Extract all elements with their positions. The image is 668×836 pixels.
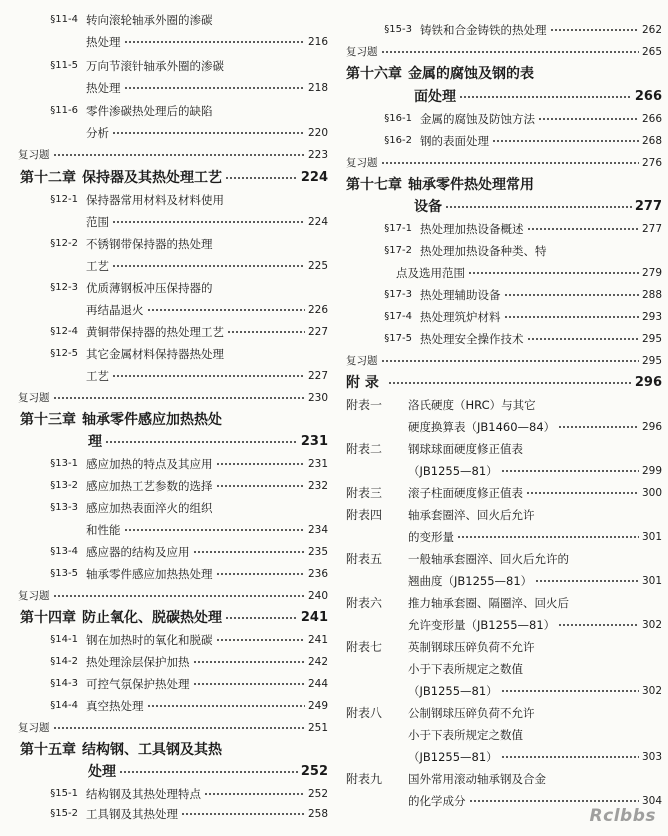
leader-dots bbox=[124, 87, 305, 89]
toc-entry bbox=[30, 321, 328, 343]
page-number: 227 bbox=[307, 370, 328, 382]
entry-title: 范围 bbox=[86, 215, 109, 229]
entry-title: 复习题 bbox=[18, 149, 50, 161]
entry-title: 一般轴承套圈淬、回火后允许的 bbox=[408, 552, 569, 566]
leader-dots bbox=[527, 228, 639, 230]
toc-entry bbox=[30, 783, 328, 805]
toc-entry bbox=[408, 614, 662, 636]
page-number: 244 bbox=[307, 678, 328, 690]
entry-title: 热处理加热设备概述 bbox=[420, 222, 524, 236]
appendix-table-number: 附表七 bbox=[346, 640, 383, 654]
section-number: §12-3 bbox=[50, 282, 78, 293]
toc-entry bbox=[20, 167, 328, 189]
leader-dots bbox=[112, 132, 305, 134]
toc-entry bbox=[346, 702, 662, 724]
page-number: 226 bbox=[307, 304, 328, 316]
entry-title: 复习题 bbox=[346, 46, 378, 58]
entry-title: 点及选用范围 bbox=[396, 266, 465, 280]
leader-dots bbox=[112, 375, 305, 377]
toc-entry bbox=[346, 636, 662, 658]
toc-entry bbox=[346, 63, 662, 85]
toc-entry bbox=[364, 328, 662, 350]
toc-entry bbox=[346, 152, 662, 174]
section-number: §14-4 bbox=[50, 700, 78, 711]
section-number: §15-1 bbox=[50, 788, 78, 799]
page-number: 225 bbox=[307, 260, 328, 272]
leader-dots bbox=[504, 294, 639, 296]
entry-title: 复习题 bbox=[18, 590, 50, 602]
toc-entry bbox=[346, 41, 662, 63]
chapter-number: 第十二章 bbox=[20, 170, 76, 186]
entry-title: 和性能 bbox=[86, 523, 121, 537]
appendix-table-number: 附表九 bbox=[346, 772, 383, 786]
leader-dots bbox=[124, 41, 305, 43]
toc-entry bbox=[346, 482, 662, 504]
entry-title: 热处理 bbox=[86, 81, 121, 95]
page-number: 277 bbox=[634, 199, 662, 214]
entry-title: 结构钢、工具钢及其热 bbox=[82, 742, 222, 758]
page-number: 241 bbox=[300, 610, 328, 625]
toc-entry bbox=[88, 761, 328, 783]
page-number: 234 bbox=[307, 524, 328, 536]
toc-entry bbox=[346, 768, 662, 790]
page-number: 227 bbox=[307, 326, 328, 338]
leader-dots bbox=[112, 265, 305, 267]
entry-title: 热处理加热设备种类、特 bbox=[420, 244, 547, 258]
toc-entry bbox=[86, 299, 328, 321]
entry-title: 滚子柱面硬度修正值表 bbox=[408, 486, 523, 500]
section-number: §17-1 bbox=[384, 223, 412, 234]
section-number: §12-5 bbox=[50, 348, 78, 359]
page-number: 303 bbox=[641, 751, 662, 763]
page-number: 223 bbox=[307, 149, 328, 161]
leader-dots bbox=[526, 492, 639, 494]
entry-title: 结构钢及其热处理特点 bbox=[86, 787, 201, 801]
leader-dots bbox=[469, 800, 639, 802]
leader-dots bbox=[147, 705, 305, 707]
appendix-table-number: 附表五 bbox=[346, 552, 383, 566]
entry-title: 小于下表所规定之数值 bbox=[408, 662, 523, 676]
toc-entry bbox=[346, 592, 662, 614]
toc-entry bbox=[86, 365, 328, 387]
toc-entry bbox=[30, 475, 328, 497]
page-number: 293 bbox=[641, 311, 662, 323]
entry-title: 复习题 bbox=[18, 722, 50, 734]
leader-dots bbox=[550, 29, 639, 31]
page-number: 218 bbox=[307, 82, 328, 94]
entry-title: 防止氧化、脱碳热处理 bbox=[82, 610, 222, 626]
section-number: §12-1 bbox=[50, 194, 78, 205]
chapter-number: 附 录 bbox=[346, 375, 379, 391]
entry-title: 轴承零件感应加热热处 bbox=[82, 412, 222, 428]
entry-title: 感应加热表面淬火的组织 bbox=[86, 501, 213, 515]
entry-title: 热处理辅助设备 bbox=[420, 288, 501, 302]
leader-dots bbox=[381, 360, 639, 362]
entry-title: 理 bbox=[88, 434, 102, 450]
leader-dots bbox=[527, 338, 639, 340]
toc-entry bbox=[30, 629, 328, 651]
page-number: 258 bbox=[307, 808, 328, 820]
entry-title: 轴承零件感应加热热处理 bbox=[86, 567, 213, 581]
section-number: §17-4 bbox=[384, 311, 412, 322]
section-number: §13-5 bbox=[50, 568, 78, 579]
toc-entry bbox=[408, 680, 662, 702]
entry-title: 硬度换算表（JB1460—84） bbox=[408, 420, 556, 434]
leader-dots bbox=[504, 316, 639, 318]
toc-entry bbox=[30, 673, 328, 695]
entry-title: 感应加热工艺参数的选择 bbox=[86, 479, 213, 493]
chapter-number: 第十五章 bbox=[20, 742, 76, 758]
entry-title: 工具钢及其热处理 bbox=[86, 807, 178, 821]
section-number: §16-1 bbox=[384, 113, 412, 124]
page-number: 249 bbox=[307, 700, 328, 712]
entry-title: 轴承套圈淬、回火后允许 bbox=[408, 508, 535, 522]
entry-title: 热处理 bbox=[86, 35, 121, 49]
leader-dots bbox=[216, 485, 305, 487]
toc-entry bbox=[346, 438, 662, 460]
appendix-table-number: 附表二 bbox=[346, 442, 383, 456]
entry-title: 轴承零件热处理常用 bbox=[408, 177, 534, 193]
leader-dots bbox=[105, 441, 298, 443]
section-number: §12-4 bbox=[50, 326, 78, 337]
leader-dots bbox=[193, 683, 305, 685]
entry-title: 其它金属材料保持器热处理 bbox=[86, 347, 224, 361]
toc-entry bbox=[30, 497, 328, 519]
page-number: 241 bbox=[307, 634, 328, 646]
toc-entry bbox=[408, 724, 662, 746]
toc-entry bbox=[88, 431, 328, 453]
page-number: 252 bbox=[307, 788, 328, 800]
section-number: §11-6 bbox=[50, 105, 78, 116]
page-number: 302 bbox=[641, 619, 662, 631]
entry-title: 再结晶退火 bbox=[86, 303, 144, 317]
entry-title: 不锈钢带保持器的热处理 bbox=[86, 237, 213, 251]
entry-title: 热处理安全操作技术 bbox=[420, 332, 524, 346]
toc-entry bbox=[408, 658, 662, 680]
toc-entry bbox=[408, 746, 662, 768]
section-number: §15-3 bbox=[384, 24, 412, 35]
entry-title: 国外常用滚动轴承钢及合金 bbox=[408, 772, 546, 786]
page-number: 295 bbox=[641, 355, 662, 367]
toc-entry bbox=[30, 233, 328, 255]
entry-title: 工艺 bbox=[86, 369, 109, 383]
leader-dots bbox=[381, 162, 639, 164]
entry-title: 真空热处理 bbox=[86, 699, 144, 713]
appendix-table-number: 附表三 bbox=[346, 486, 383, 500]
leader-dots bbox=[492, 140, 639, 142]
toc-entry bbox=[346, 350, 662, 372]
entry-title: 复习题 bbox=[346, 355, 378, 367]
toc-entry bbox=[346, 548, 662, 570]
leader-dots bbox=[445, 206, 632, 208]
page-number: 299 bbox=[641, 465, 662, 477]
toc-entry bbox=[364, 240, 662, 262]
toc-entry bbox=[30, 453, 328, 475]
leader-dots bbox=[216, 573, 305, 575]
leader-dots bbox=[225, 177, 298, 179]
page-number: 266 bbox=[634, 89, 662, 104]
toc-entry bbox=[86, 211, 328, 233]
toc-entry bbox=[30, 277, 328, 299]
page-number: 288 bbox=[641, 289, 662, 301]
toc-entry bbox=[86, 519, 328, 541]
entry-title: 铸铁和合金铸铁的热处理 bbox=[420, 23, 547, 37]
toc-entry bbox=[30, 189, 328, 211]
page-number: 266 bbox=[641, 113, 662, 125]
section-number: §11-4 bbox=[50, 14, 78, 25]
entry-title: 钢的表面处理 bbox=[420, 134, 489, 148]
toc-entry bbox=[20, 409, 328, 431]
entry-title: 金属的腐蚀及防蚀方法 bbox=[420, 112, 535, 126]
entry-title: 的化学成分 bbox=[408, 794, 466, 808]
chapter-number: 第十三章 bbox=[20, 412, 76, 428]
entry-title: 可控气氛保护热处理 bbox=[86, 677, 190, 691]
entry-title: 转向滚轮轴承外圈的渗碳 bbox=[86, 13, 213, 27]
entry-title: 复习题 bbox=[18, 392, 50, 404]
leader-dots bbox=[193, 551, 305, 553]
appendix-table-number: 附表四 bbox=[346, 508, 383, 522]
toc-entry bbox=[30, 9, 328, 31]
leader-dots bbox=[53, 397, 305, 399]
section-number: §14-2 bbox=[50, 656, 78, 667]
toc-entry bbox=[30, 563, 328, 585]
page-number: 235 bbox=[307, 546, 328, 558]
page-number: 224 bbox=[300, 170, 328, 185]
toc-entry bbox=[408, 526, 662, 548]
entry-title: 公制钢球压碎负荷不允许 bbox=[408, 706, 535, 720]
toc-entry bbox=[18, 387, 328, 409]
chapter-number: 第十四章 bbox=[20, 610, 76, 626]
toc-entry bbox=[30, 695, 328, 717]
leader-dots bbox=[204, 793, 305, 795]
entry-title: （JB1255—81） bbox=[408, 750, 498, 764]
toc-entry bbox=[346, 394, 662, 416]
entry-title: 热处理涂层保护加热 bbox=[86, 655, 190, 669]
page-number: 302 bbox=[641, 685, 662, 697]
entry-title: 感应器的结构及应用 bbox=[86, 545, 190, 559]
page-number: 230 bbox=[307, 392, 328, 404]
leader-dots bbox=[468, 272, 639, 274]
toc-entry bbox=[346, 174, 662, 196]
page-number: 301 bbox=[641, 575, 662, 587]
section-number: §16-2 bbox=[384, 135, 412, 146]
page-number: 296 bbox=[641, 421, 662, 433]
leader-dots bbox=[147, 309, 305, 311]
toc-entry bbox=[414, 196, 662, 218]
page-number: 220 bbox=[307, 127, 328, 139]
toc-entry bbox=[364, 19, 662, 41]
page-number: 279 bbox=[641, 267, 662, 279]
entry-title: 热处理筑炉材料 bbox=[420, 310, 501, 324]
page-number: 252 bbox=[300, 764, 328, 779]
page-number: 268 bbox=[641, 135, 662, 147]
page-number: 296 bbox=[634, 375, 662, 390]
section-number: §14-1 bbox=[50, 634, 78, 645]
leader-dots bbox=[53, 154, 305, 156]
entry-title: 允许变形量（JB1255—81） bbox=[408, 618, 556, 632]
watermark-logo: Rclbbs bbox=[589, 806, 656, 826]
section-number: §13-1 bbox=[50, 458, 78, 469]
toc-entry bbox=[364, 218, 662, 240]
leader-dots bbox=[388, 382, 632, 384]
entry-title: 翘曲度（JB1255—81） bbox=[408, 574, 533, 588]
section-number: §17-5 bbox=[384, 333, 412, 344]
entry-title: 金属的腐蚀及钢的表 bbox=[408, 66, 534, 82]
page-number: 265 bbox=[641, 46, 662, 58]
leader-dots bbox=[53, 595, 305, 597]
entry-title: 保持器常用材料及材料使用 bbox=[86, 193, 224, 207]
toc-entry bbox=[30, 803, 328, 825]
page-number: 216 bbox=[307, 36, 328, 48]
toc-entry bbox=[30, 541, 328, 563]
section-number: §17-3 bbox=[384, 289, 412, 300]
entry-title: 处理 bbox=[88, 764, 116, 780]
section-number: §13-2 bbox=[50, 480, 78, 491]
toc-entry bbox=[414, 86, 662, 108]
entry-title: 工艺 bbox=[86, 259, 109, 273]
leader-dots bbox=[227, 331, 305, 333]
leader-dots bbox=[457, 536, 639, 538]
toc-entry bbox=[30, 55, 328, 77]
page-number: 231 bbox=[300, 434, 328, 449]
page-number: 276 bbox=[641, 157, 662, 169]
leader-dots bbox=[181, 813, 305, 815]
toc-entry bbox=[346, 504, 662, 526]
toc-entry bbox=[18, 585, 328, 607]
leader-dots bbox=[501, 690, 639, 692]
leader-dots bbox=[538, 118, 639, 120]
toc-entry bbox=[364, 130, 662, 152]
entry-title: （JB1255—81） bbox=[408, 464, 498, 478]
toc-entry bbox=[20, 739, 328, 761]
toc-entry bbox=[346, 372, 662, 394]
section-number: §11-5 bbox=[50, 60, 78, 71]
page-number: 277 bbox=[641, 223, 662, 235]
page-number: 242 bbox=[307, 656, 328, 668]
toc-entry bbox=[30, 100, 328, 122]
toc-entry bbox=[20, 607, 328, 629]
page-number: 251 bbox=[307, 722, 328, 734]
page-number: 304 bbox=[641, 795, 662, 807]
leader-dots bbox=[216, 639, 305, 641]
page-number: 224 bbox=[307, 216, 328, 228]
section-number: §14-3 bbox=[50, 678, 78, 689]
appendix-table-number: 附表八 bbox=[346, 706, 383, 720]
entry-title: 设备 bbox=[414, 199, 442, 215]
entry-title: 洛氏硬度（HRC）与其它 bbox=[408, 398, 536, 412]
toc-entry bbox=[364, 284, 662, 306]
section-number: §17-2 bbox=[384, 245, 412, 256]
page-number: 232 bbox=[307, 480, 328, 492]
leader-dots bbox=[119, 771, 298, 773]
toc-entry bbox=[408, 416, 662, 438]
leader-dots bbox=[124, 529, 305, 531]
chapter-number: 第十七章 bbox=[346, 177, 402, 193]
page-number: 240 bbox=[307, 590, 328, 602]
toc-entry bbox=[30, 343, 328, 365]
entry-title: 零件渗碳热处理后的缺陷 bbox=[86, 104, 213, 118]
appendix-table-number: 附表一 bbox=[346, 398, 383, 412]
entry-title: 复习题 bbox=[346, 157, 378, 169]
toc-entry bbox=[364, 306, 662, 328]
leader-dots bbox=[501, 470, 639, 472]
leader-dots bbox=[535, 580, 639, 582]
leader-dots bbox=[216, 463, 305, 465]
entry-title: 黄铜带保持器的热处理工艺 bbox=[86, 325, 224, 339]
toc-entry bbox=[364, 108, 662, 130]
page-number: 236 bbox=[307, 568, 328, 580]
toc-entry bbox=[18, 717, 328, 739]
leader-dots bbox=[558, 426, 639, 428]
entry-title: 保持器及其热处理工艺 bbox=[82, 170, 222, 186]
entry-title: 钢球球面硬度修正值表 bbox=[408, 442, 523, 456]
leader-dots bbox=[381, 51, 639, 53]
toc-entry bbox=[86, 255, 328, 277]
entry-title: （JB1255—81） bbox=[408, 684, 498, 698]
toc-entry bbox=[86, 122, 328, 144]
toc-entry bbox=[18, 144, 328, 166]
entry-title: 面处理 bbox=[414, 89, 456, 105]
toc-entry bbox=[86, 77, 328, 99]
page-number: 295 bbox=[641, 333, 662, 345]
entry-title: 分析 bbox=[86, 126, 109, 140]
chapter-number: 第十六章 bbox=[346, 66, 402, 82]
leader-dots bbox=[53, 727, 305, 729]
toc-right-column bbox=[334, 0, 668, 836]
leader-dots bbox=[225, 617, 298, 619]
leader-dots bbox=[558, 624, 639, 626]
toc-entry bbox=[408, 570, 662, 592]
leader-dots bbox=[501, 756, 639, 758]
entry-title: 小于下表所规定之数值 bbox=[408, 728, 523, 742]
toc-entry bbox=[86, 31, 328, 53]
section-number: §13-3 bbox=[50, 502, 78, 513]
section-number: §12-2 bbox=[50, 238, 78, 249]
toc-entry bbox=[408, 460, 662, 482]
page-number: 231 bbox=[307, 458, 328, 470]
section-number: §13-4 bbox=[50, 546, 78, 557]
entry-title: 优质薄钢板冲压保持器的 bbox=[86, 281, 213, 295]
entry-title: 推力轴承套圈、隔圈淬、回火后 bbox=[408, 596, 569, 610]
entry-title: 感应加热的特点及其应用 bbox=[86, 457, 213, 471]
leader-dots bbox=[459, 96, 632, 98]
page-number: 262 bbox=[641, 24, 662, 36]
entry-title: 的变形量 bbox=[408, 530, 454, 544]
entry-title: 钢在加热时的氧化和脱碳 bbox=[86, 633, 213, 647]
appendix-table-number: 附表六 bbox=[346, 596, 383, 610]
entry-title: 英制钢球压碎负荷不允许 bbox=[408, 640, 535, 654]
leader-dots bbox=[112, 221, 305, 223]
toc-entry bbox=[30, 651, 328, 673]
page-number: 301 bbox=[641, 531, 662, 543]
leader-dots bbox=[193, 661, 305, 663]
page-number: 300 bbox=[641, 487, 662, 499]
entry-title: 万向节滚针轴承外圈的渗碳 bbox=[86, 59, 224, 73]
toc-entry bbox=[396, 262, 662, 284]
section-number: §15-2 bbox=[50, 808, 78, 819]
